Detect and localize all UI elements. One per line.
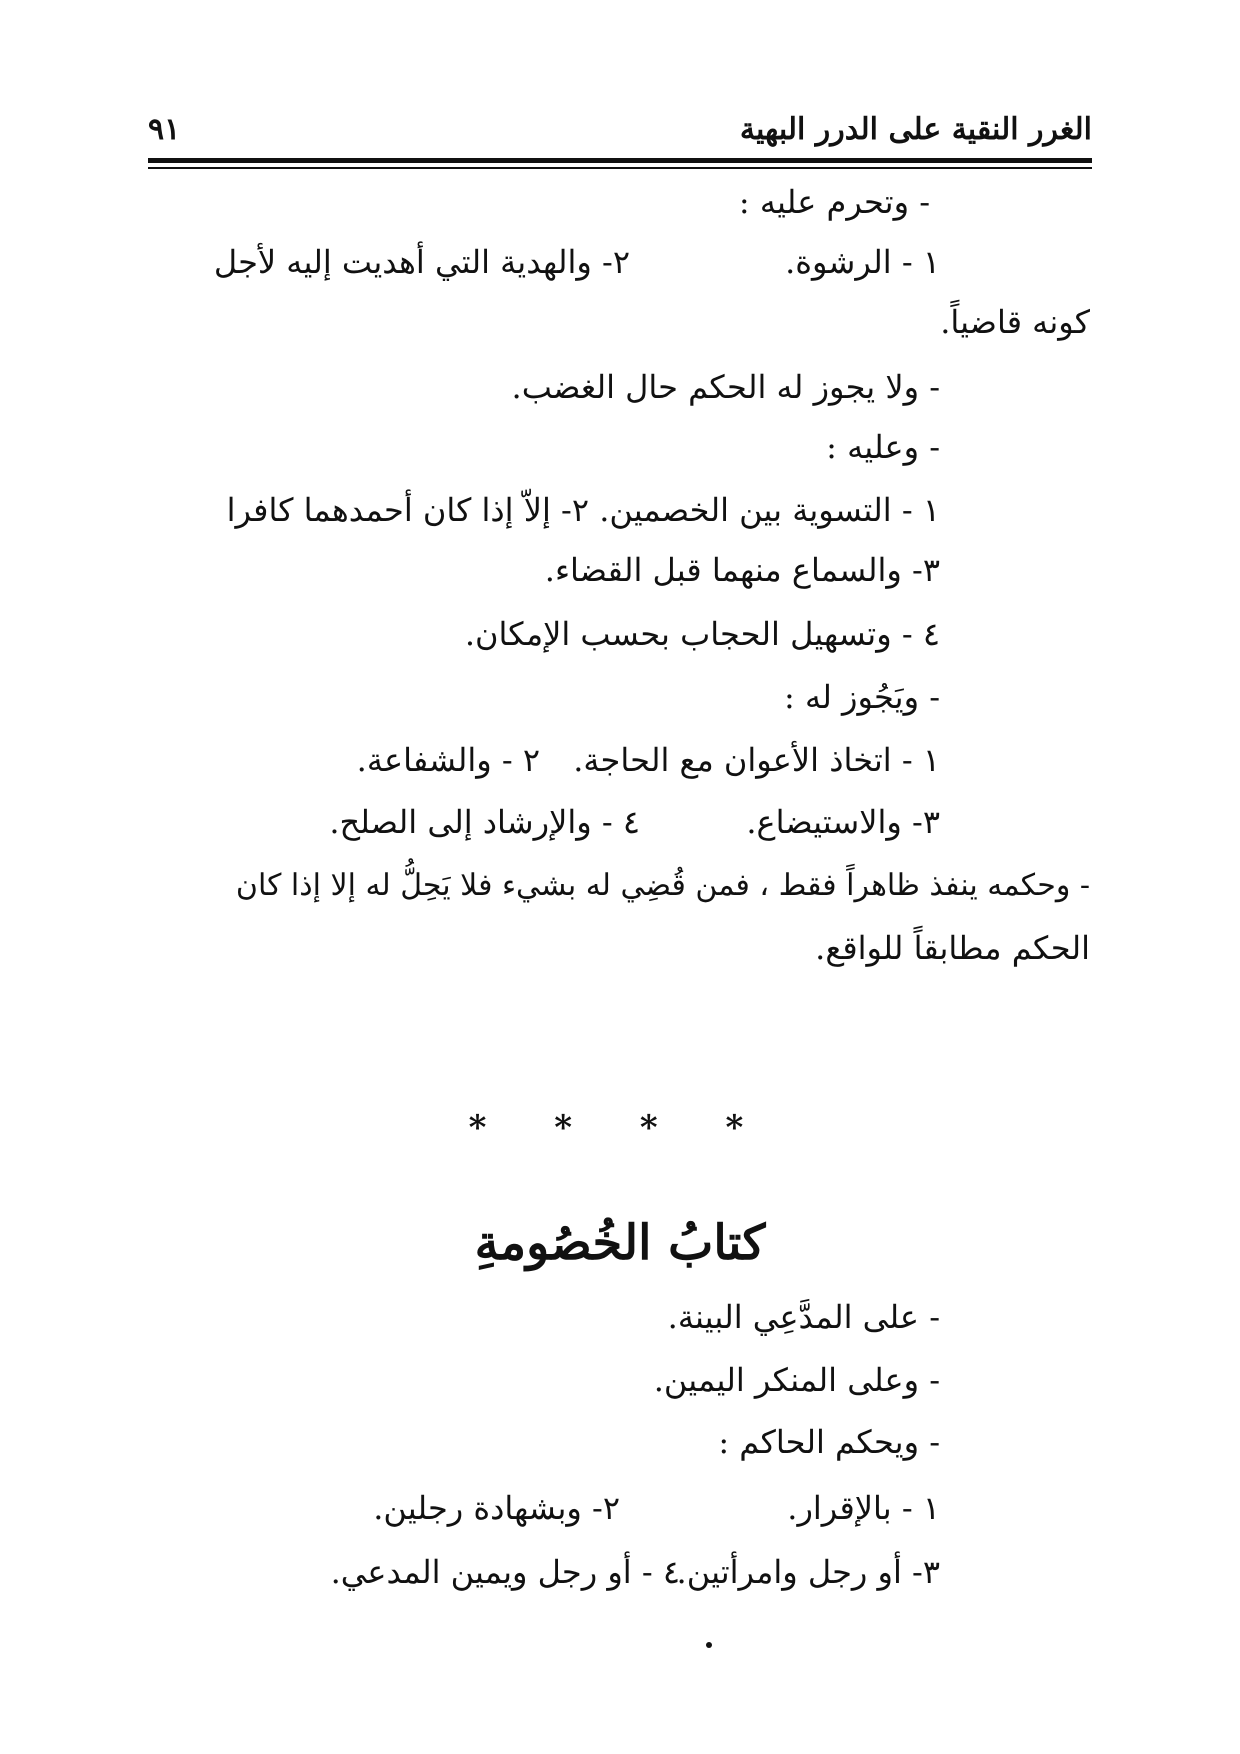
running-head-title: الغرر النقية على الدرر البهية: [739, 112, 1092, 147]
text-line: [640, 1486, 940, 1530]
text-segment: ٤ - أو رجل ويمين المدعي.: [330, 1553, 680, 1591]
text-segment: ١ - بالإقرار.: [787, 1489, 940, 1527]
text-segment: ٣- أو رجل وامرأتين.: [676, 1553, 940, 1591]
text-line: [230, 180, 930, 224]
text-line: [573, 738, 940, 782]
text-segment: ١ - التسوية بين الخصمين. ٢- إلاّ إذا كان أحمدهما كافرا: [226, 491, 940, 529]
header-rule-thin: [148, 167, 1092, 169]
text-line: [0, 488, 940, 532]
text-segment: - وتحرم عليه :: [738, 183, 930, 221]
text-line: [146, 300, 1090, 344]
text-segment: - وعلى المنكر اليمين.: [653, 1361, 940, 1399]
text-segment: ٣- والسماع منهما قبل القضاء.: [544, 551, 940, 589]
text-segment: الحكم مطابقاً للواقع.: [815, 929, 1090, 967]
text-line: [0, 1358, 940, 1402]
text-segment: ٤ - والإرشاد إلى الصلح.: [329, 803, 640, 841]
text-line: [260, 1550, 680, 1594]
text-line: [150, 240, 630, 284]
text-line: [0, 425, 940, 469]
text-segment: كونه قاضياً.: [940, 303, 1090, 341]
text-line: [0, 612, 940, 656]
text-line: [0, 1295, 940, 1339]
text-segment: - ويحكم الحاكم :: [718, 1423, 940, 1461]
section-title: كتابُ الخُصُومةِ: [474, 1215, 766, 1271]
section-separator: * * * *: [468, 1108, 772, 1148]
text-segment: ٢- وبشهادة رجلين.: [373, 1489, 620, 1527]
page-dot: [706, 1642, 712, 1648]
text-line: [680, 240, 940, 284]
text-line: [0, 1420, 940, 1464]
text-line: [160, 738, 540, 782]
header-rule-thick: [148, 158, 1092, 163]
text-segment: ٢- والهدية التي أهديت إليه لأجل: [213, 243, 630, 281]
text-line: [0, 365, 940, 409]
text-segment: ٣- والاستيضاع.: [746, 803, 940, 841]
text-segment: - على المدَّعِي البينة.: [667, 1298, 940, 1336]
text-line: [0, 548, 940, 592]
text-line: [200, 1486, 620, 1530]
text-segment: ٤ - وتسهيل الحجاب بحسب الإمكان.: [464, 615, 940, 653]
page-number: ٩١: [148, 112, 181, 147]
text-segment: - ويَجُوز له :: [783, 678, 940, 716]
text-segment: ١ - الرشوة.: [785, 243, 940, 281]
text-segment: - وحكمه ينفذ ظاهراً فقط ، فمن قُضِي له بشيء فلا يَحِلُّ له إلا إذا كان: [235, 868, 1090, 903]
text-line: [0, 675, 940, 719]
text-segment: ٢ - والشفاعة.: [356, 741, 540, 779]
text-segment: - ولا يجوز له الحكم حال الغضب.: [511, 368, 940, 406]
text-line: [220, 800, 640, 844]
text-segment: ١ - اتخاذ الأعوان مع الحاجة.: [573, 741, 940, 779]
text-line: [640, 1550, 940, 1594]
text-segment: - وعليه :: [826, 428, 940, 466]
text-line: [146, 926, 1090, 970]
text-line: [146, 862, 1090, 908]
